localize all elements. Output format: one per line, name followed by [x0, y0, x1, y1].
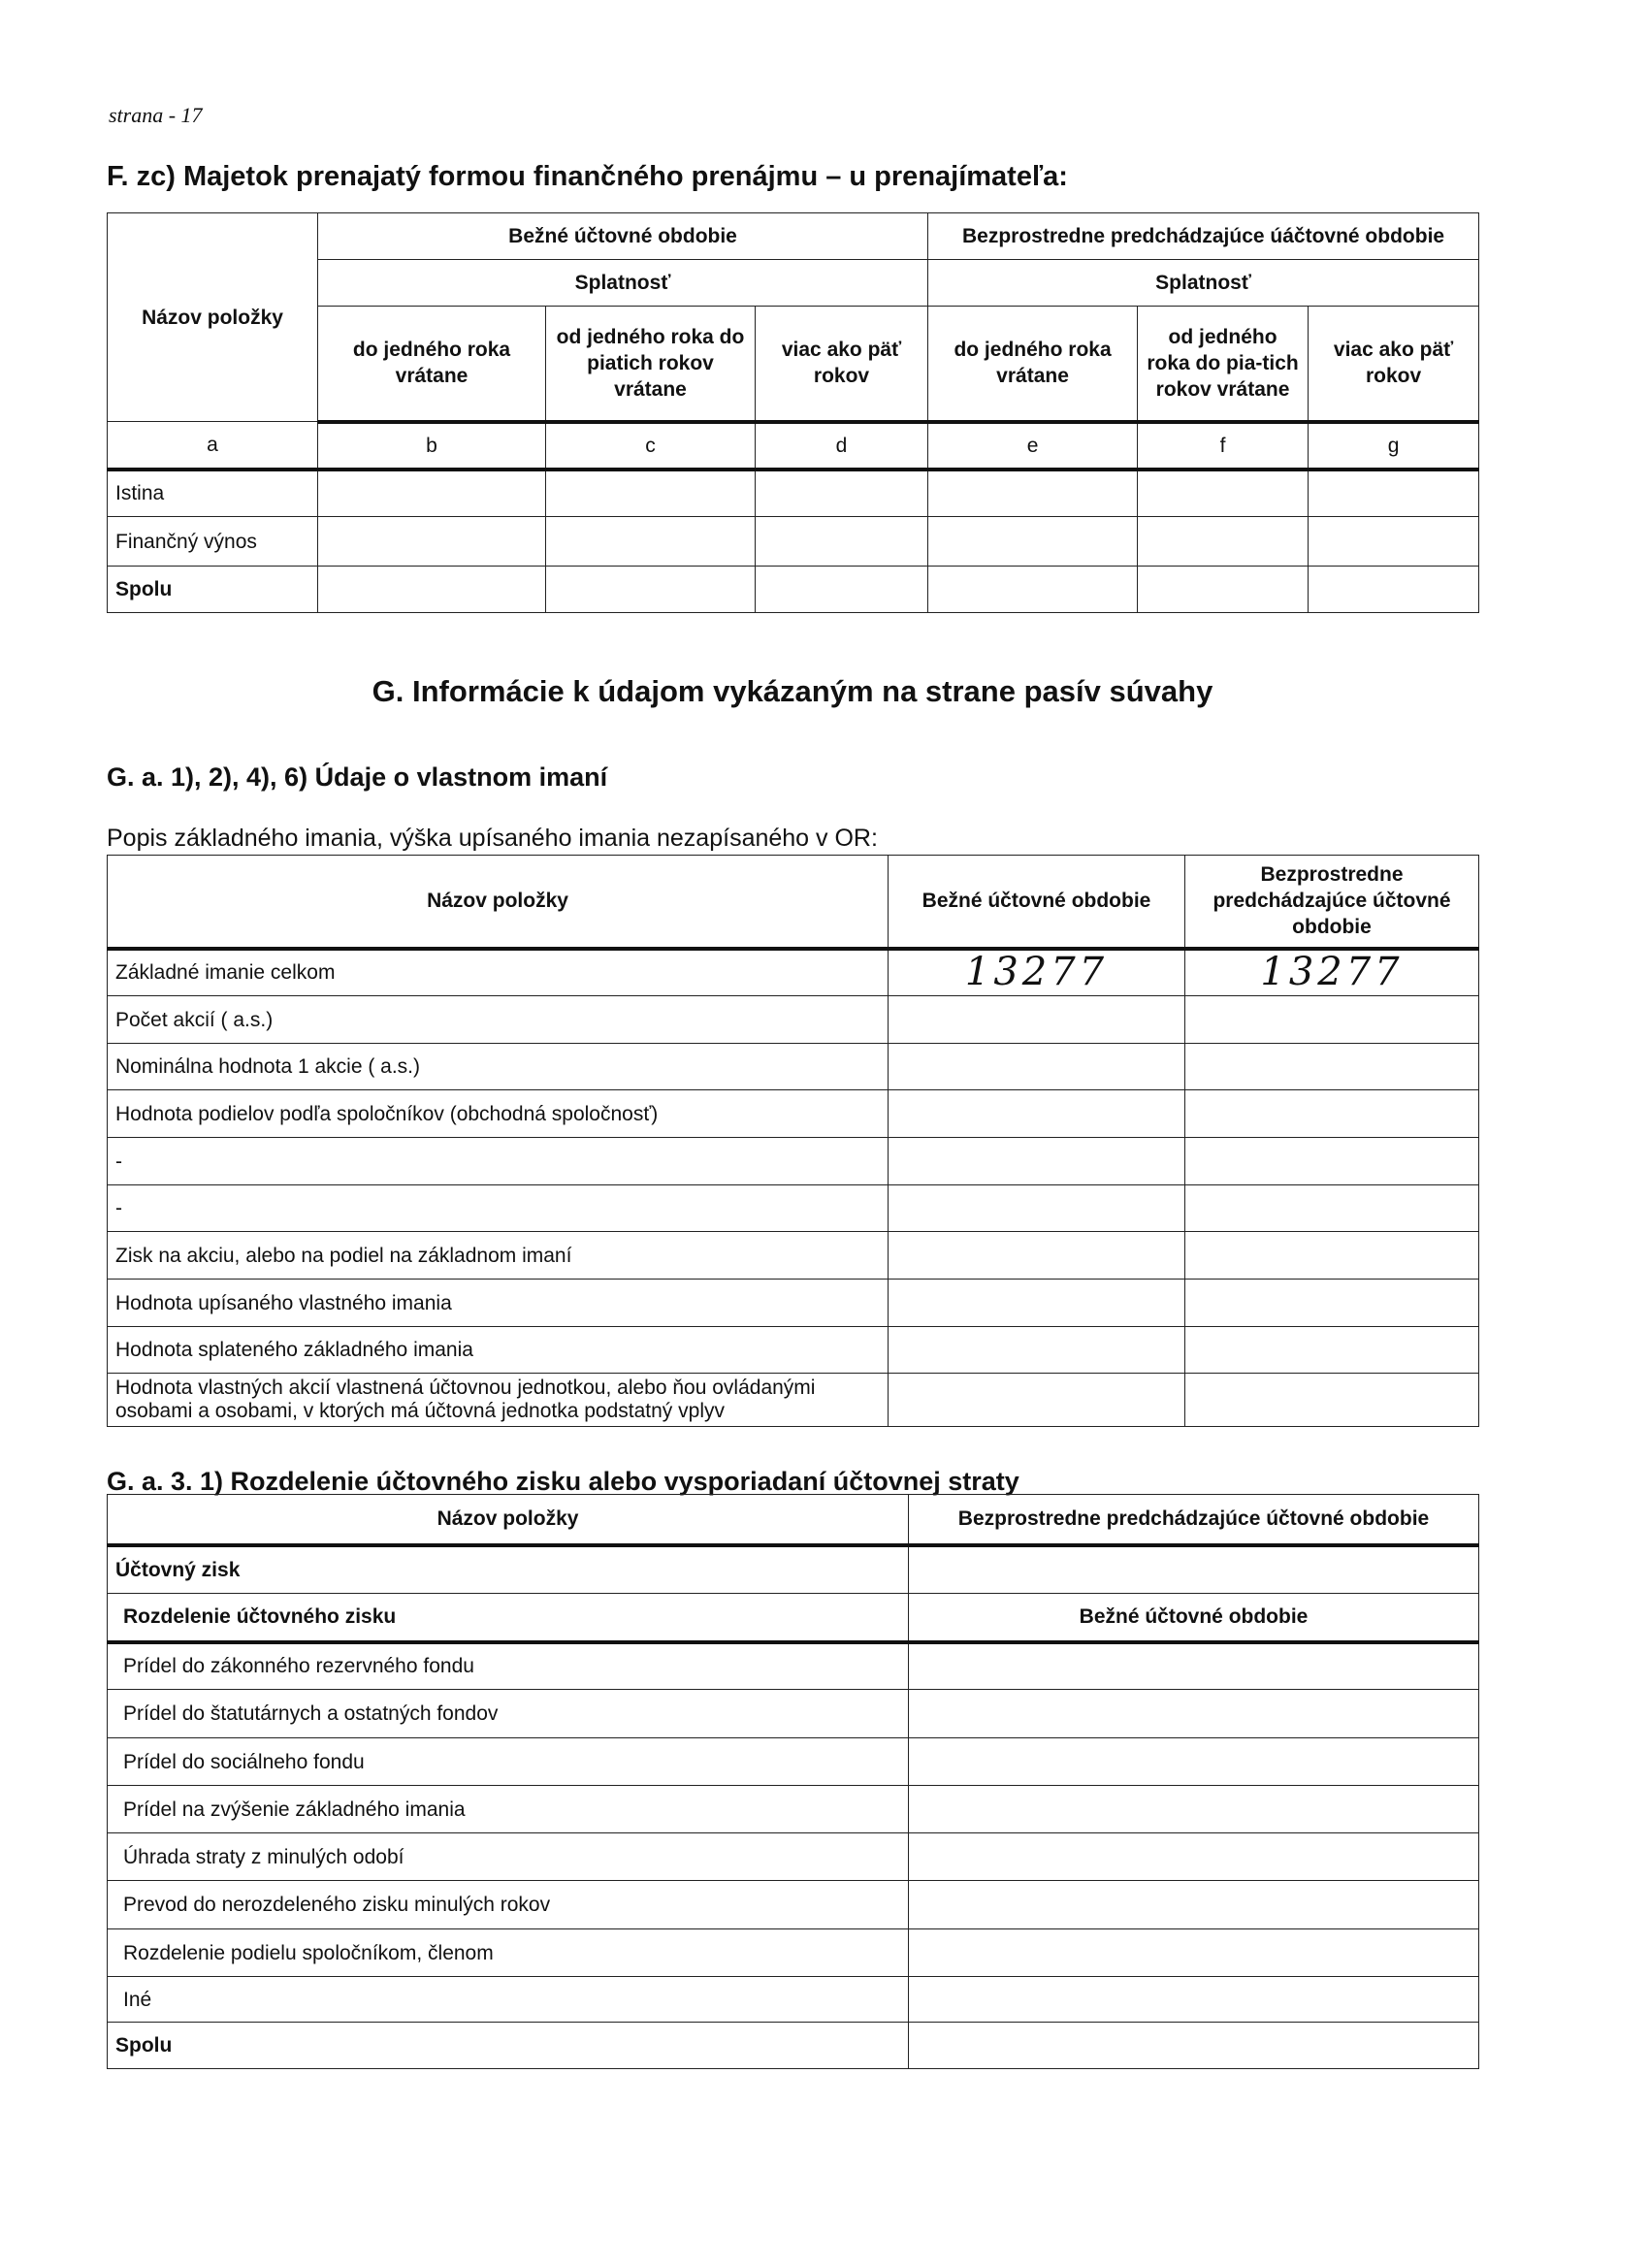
row-label: Počet akcií ( a.s.)	[108, 996, 889, 1044]
value-previous[interactable]	[1185, 1232, 1479, 1280]
row-label: Rozdelenie podielu spoločníkom, členom	[108, 1929, 909, 1977]
row-label-total: Spolu	[108, 567, 318, 613]
row-label: Nominálna hodnota 1 akcie ( a.s.)	[108, 1044, 889, 1090]
handwritten-value-current[interactable]: 13277	[889, 949, 1185, 996]
col-letter: a	[108, 422, 318, 470]
col-name-header: Názov položky	[108, 213, 318, 422]
col-letter: f	[1138, 422, 1309, 470]
row-label: Prídel do štatutárnych a ostatných fondov	[108, 1690, 909, 1738]
row-label: -	[108, 1138, 889, 1185]
value-current[interactable]	[889, 1044, 1185, 1090]
value-previous[interactable]	[1185, 1280, 1479, 1327]
maturity-col: viac ako päť rokov	[1309, 307, 1479, 422]
value-cell[interactable]	[909, 1881, 1479, 1929]
header-name: Názov položky	[108, 856, 889, 949]
row-label: Základné imanie celkom	[108, 949, 889, 996]
row-label: Zisk na akciu, alebo na podiel na základnom imaní	[108, 1232, 889, 1280]
profit-distribution-table	[107, 1494, 1479, 2069]
row-label: Iné	[108, 1977, 909, 2023]
value-cell[interactable]	[909, 1929, 1479, 1977]
section-g3-title: G. a. 3. 1) Rozdelenie účtovného zisku alebo vysporiadaní účtovnej straty	[107, 1467, 1019, 1496]
value-cell[interactable]	[909, 1738, 1479, 1786]
current-period-header: Bežné účtovné obdobie	[318, 213, 928, 260]
row-label: Hodnota splateného základného imania	[108, 1327, 889, 1374]
maturity-header: Splatnosť	[318, 260, 928, 307]
profit-label: Účtovný zisk	[108, 1545, 909, 1594]
page-number: strana - 17	[109, 103, 203, 127]
col-letter: b	[318, 422, 546, 470]
col-letter: d	[756, 422, 928, 470]
section-g-title: G. Informácie k údajom vykázaným na strane pasív súvahy	[372, 674, 1213, 708]
header-current: Bežné účtovné obdobie	[909, 1594, 1479, 1642]
row-label: Istina	[108, 470, 318, 517]
value-cell[interactable]	[909, 2023, 1479, 2069]
row-label: Finančný výnos	[108, 517, 318, 567]
section-g-subtitle: G. a. 1), 2), 4), 6) Údaje o vlastnom imaní	[107, 762, 608, 792]
value-cell[interactable]	[909, 1690, 1479, 1738]
row-label: Prevod do nerozdeleného zisku minulých rokov	[108, 1881, 909, 1929]
value-current[interactable]	[889, 1232, 1185, 1280]
section-f-title: F. zc) Majetok prenajatý formou finančného prenájmu – u prenajímateľa:	[107, 161, 1068, 192]
value-previous[interactable]	[1185, 1327, 1479, 1374]
maturity-col: viac ako päť rokov	[756, 307, 928, 422]
value-current[interactable]	[889, 1185, 1185, 1232]
value-cell[interactable]	[909, 1977, 1479, 2023]
value-current[interactable]	[889, 1138, 1185, 1185]
maturity-header: Splatnosť	[928, 260, 1479, 307]
distribution-label: Rozdelenie účtovného zisku	[108, 1594, 909, 1642]
value-current[interactable]	[889, 1327, 1185, 1374]
value-current[interactable]	[889, 1280, 1185, 1327]
value-previous[interactable]	[1185, 1185, 1479, 1232]
col-letter: g	[1309, 422, 1479, 470]
value-current[interactable]	[889, 996, 1185, 1044]
profit-value[interactable]	[909, 1545, 1479, 1594]
value-previous[interactable]	[1185, 1374, 1479, 1427]
value-previous[interactable]	[1185, 1044, 1479, 1090]
value-cell[interactable]	[909, 1642, 1479, 1690]
finance-lease-table	[107, 212, 1479, 613]
header-name: Názov položky	[108, 1495, 909, 1545]
row-label: -	[108, 1185, 889, 1232]
value-current[interactable]	[889, 1090, 1185, 1138]
maturity-col: od jedného roka do pia-tich rokov vrátane	[1138, 307, 1309, 422]
maturity-col: do jedného roka vrátane	[928, 307, 1138, 422]
row-label: Prídel do zákonného rezervného fondu	[108, 1642, 909, 1690]
row-label-total: Spolu	[108, 2023, 909, 2069]
value-current[interactable]	[889, 1374, 1185, 1427]
value-previous[interactable]	[1185, 996, 1479, 1044]
row-label: Hodnota upísaného vlastného imania	[108, 1280, 889, 1327]
row-label: Prídel na zvýšenie základného imania	[108, 1786, 909, 1833]
value-previous[interactable]	[1185, 1090, 1479, 1138]
row-label: Hodnota vlastných akcií vlastnená účtovnou jednotkou, alebo ňou ovládanými osobami a osobami, v ktorých má účtovná jednotka podstatný vplyv	[108, 1374, 889, 1427]
col-letter: c	[546, 422, 756, 470]
handwritten-value-previous[interactable]: 13277	[1185, 949, 1479, 996]
capital-description: Popis základného imania, výška upísaného imania nezapísaného v OR:	[107, 825, 878, 852]
header-previous: Bezprostredne predchádzajúce účtovné obdobie	[1185, 856, 1479, 949]
header-previous: Bezprostredne predchádzajúce účtovné obdobie	[909, 1495, 1479, 1545]
row-label: Hodnota podielov podľa spoločníkov (obchodná spoločnosť)	[108, 1090, 889, 1138]
row-label: Úhrada straty z minulých odobí	[108, 1833, 909, 1881]
row-label: Prídel do sociálneho fondu	[108, 1738, 909, 1786]
previous-period-header: Bezprostredne predchádzajúce úáčtovné obdobie	[928, 213, 1479, 260]
value-previous[interactable]	[1185, 1138, 1479, 1185]
header-current: Bežné účtovné obdobie	[889, 856, 1185, 949]
equity-table	[107, 855, 1479, 1427]
value-cell[interactable]	[909, 1786, 1479, 1833]
col-letter: e	[928, 422, 1138, 470]
value-cell[interactable]	[909, 1833, 1479, 1881]
maturity-col: do jedného roka vrátane	[318, 307, 546, 422]
maturity-col: od jedného roka do piatich rokov vrátane	[546, 307, 756, 422]
